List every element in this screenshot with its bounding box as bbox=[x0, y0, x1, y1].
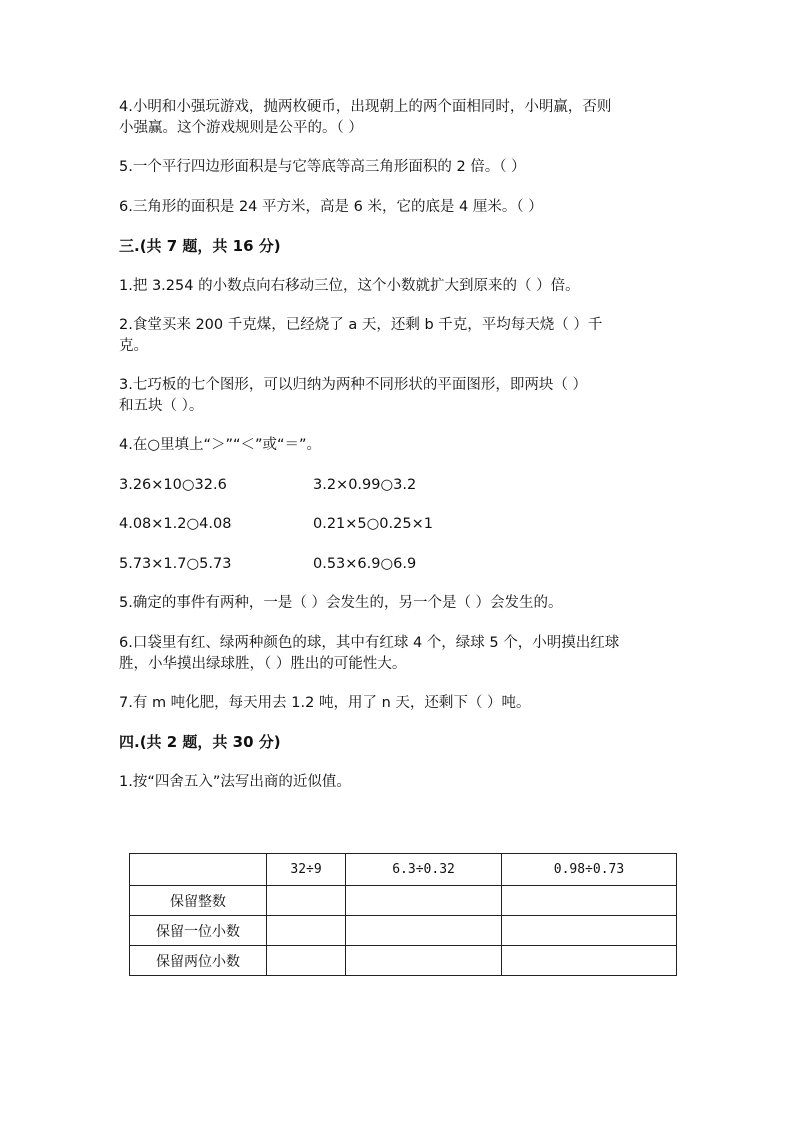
answer-cell bbox=[501, 916, 676, 946]
answer-cell bbox=[346, 886, 502, 916]
table-row bbox=[130, 916, 677, 946]
table-header-cell: 0.98÷0.73 bbox=[501, 854, 676, 886]
table-header-row bbox=[130, 854, 677, 886]
section-3-question-2-line-1: 2.食堂买来 200 千克煤，已经烧了 a 天，还剩 b 千克，平均每天烧（ ）千 bbox=[119, 317, 603, 333]
table-corner-cell bbox=[130, 854, 267, 886]
answer-cell bbox=[501, 946, 676, 976]
answer-cell bbox=[267, 946, 346, 976]
answer-cell bbox=[267, 886, 346, 916]
compare-2-right: 0.21×5○0.25×1 bbox=[313, 516, 433, 532]
compare-3-right: 0.53×6.9○6.9 bbox=[313, 556, 417, 572]
question-4-line-1: 4.小明和小强玩游戏，抛两枚硬币，出现朝上的两个面相同时，小明赢，否则 bbox=[119, 99, 612, 115]
question-4-line-2: 小强赢。这个游戏规则是公平的。（ ） bbox=[119, 120, 363, 136]
compare-1-right: 3.2×0.99○3.2 bbox=[313, 477, 417, 493]
question-5: 5.一个平行四边形面积是与它等底等高三角形面积的 2 倍。（ ） bbox=[119, 159, 526, 175]
section-4-question-1: 1.按“四舍五入”法写出商的近似值。 bbox=[119, 774, 351, 790]
section-4-title: 四.(共 2 题，共 30 分) bbox=[119, 733, 281, 751]
section-3-question-5: 5.确定的事件有两种，一是（ ）会发生的，另一个是（ ）会发生的。 bbox=[119, 595, 563, 611]
table-row-label: 保留一位小数 bbox=[130, 916, 267, 946]
answer-cell bbox=[267, 916, 346, 946]
question-6: 6.三角形的面积是 24 平方米，高是 6 米，它的底是 4 厘米。（ ） bbox=[119, 199, 543, 215]
section-3-title: 三.(共 7 题，共 16 分) bbox=[119, 237, 281, 255]
answer-cell bbox=[346, 916, 502, 946]
section-3-question-2-line-2: 克。 bbox=[119, 338, 148, 354]
compare-3-left: 5.73×1.7○5.73 bbox=[119, 556, 232, 572]
section-3-question-3-line-1: 3.七巧板的七个图形，可以归纳为两种不同形状的平面图形，即两块（ ） bbox=[119, 377, 587, 393]
table-row bbox=[130, 946, 677, 976]
section-3-question-1: 1.把 3.254 的小数点向右移动三位，这个小数就扩大到原来的（ ）倍。 bbox=[119, 278, 580, 294]
answer-cell bbox=[501, 886, 676, 916]
table-header-cell: 32÷9 bbox=[267, 854, 346, 886]
table-row-label: 保留两位小数 bbox=[130, 946, 267, 976]
answer-cell bbox=[346, 946, 502, 976]
compare-2-left: 4.08×1.2○4.08 bbox=[119, 516, 232, 532]
compare-1-left: 3.26×10○32.6 bbox=[119, 477, 227, 493]
section-3-question-4: 4.在○里填上“＞”“＜”或“＝”。 bbox=[119, 437, 322, 453]
section-3-question-7: 7.有 m 吨化肥，每天用去 1.2 吨，用了 n 天，还剩下（ ）吨。 bbox=[119, 695, 531, 711]
section-3-question-6-line-2: 胜，小华摸出绿球胜，（ ）胜出的可能性大。 bbox=[119, 656, 407, 672]
table-row-label: 保留整数 bbox=[130, 886, 267, 916]
section-3-question-3-line-2: 和五块（ ）。 bbox=[119, 398, 204, 414]
quotient-table bbox=[129, 853, 677, 976]
table-row bbox=[130, 886, 677, 916]
section-3-question-6-line-1: 6.口袋里有红、绿两种颜色的球，其中有红球 4 个，绿球 5 个，小明摸出红球 bbox=[119, 635, 620, 651]
table-header-cell: 6.3÷0.32 bbox=[346, 854, 502, 886]
